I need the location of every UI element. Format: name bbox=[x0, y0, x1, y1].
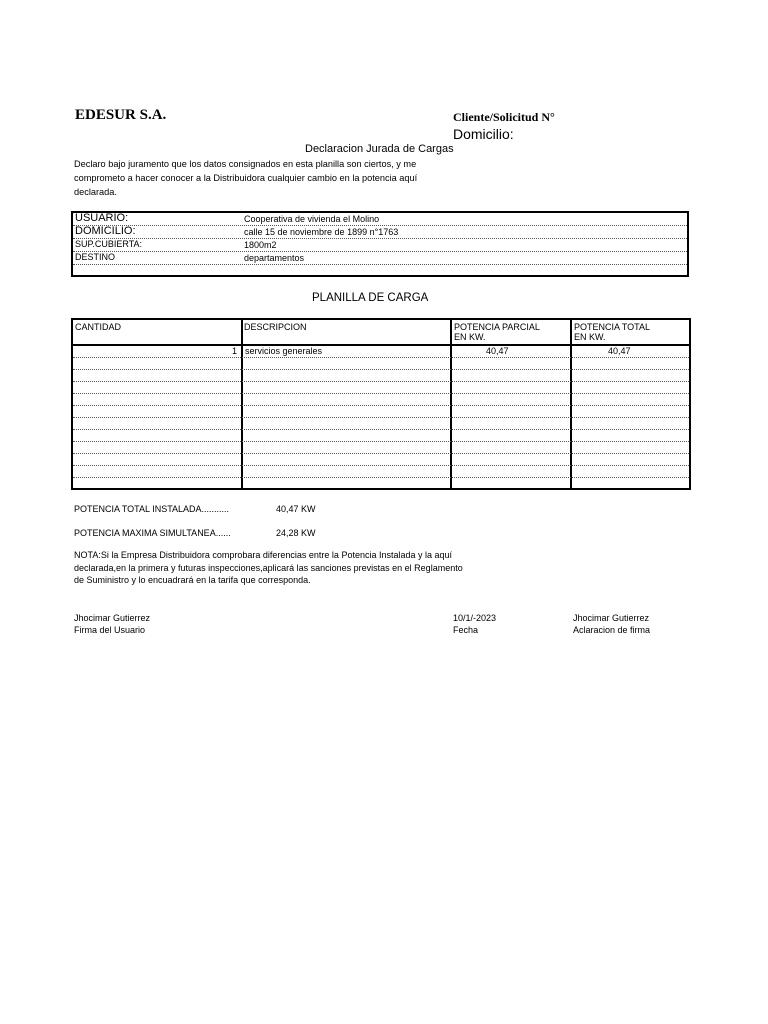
nota-text bbox=[74, 549, 504, 587]
nota-line-1: NOTA:Si la Empresa Distribuidora comprobara diferencias entre la Potencia Instalada y la aquí bbox=[74, 550, 453, 560]
table-row-line bbox=[73, 417, 689, 418]
destino-label: DESTINO bbox=[75, 252, 116, 262]
table-row-line bbox=[73, 381, 689, 382]
table-row-line bbox=[73, 477, 689, 478]
fecha-caption: Fecha bbox=[453, 625, 479, 635]
declaracion-text bbox=[74, 157, 494, 199]
row-cantidad: 1 bbox=[231, 346, 237, 356]
declaracion-line-1: Declaro bajo juramento que los datos consignados en esta planilla son ciertos, y me bbox=[74, 159, 417, 169]
user-info-row-domicilio bbox=[73, 226, 687, 239]
declaracion-title: Declaracion Jurada de Cargas bbox=[305, 143, 454, 155]
firma-usuario-caption: Firma del Usuario bbox=[74, 625, 146, 635]
row-potencia-parcial: 40,47 bbox=[486, 346, 509, 356]
table-row-line bbox=[73, 369, 689, 370]
sup-cubierta-value: 1800m2 bbox=[244, 240, 277, 250]
user-info-row-usuario bbox=[73, 213, 687, 226]
nota-line-3: de Suministro y lo encuadrará en la tarifa que corresponda. bbox=[74, 575, 311, 585]
usuario-label: USUARIO: bbox=[75, 212, 129, 224]
planilla-title: PLANILLA DE CARGA bbox=[312, 292, 429, 304]
aclaracion-caption: Aclaracion de firma bbox=[573, 625, 651, 635]
table-row-line bbox=[73, 393, 689, 394]
user-info-row-empty bbox=[73, 265, 687, 278]
usuario-value: Cooperativa de vivienda el Molino bbox=[244, 214, 380, 224]
potencia-maxima-label: POTENCIA MAXIMA SIMULTANEA...... bbox=[74, 528, 231, 538]
header-potencia-parcial bbox=[454, 322, 540, 342]
table-row-line bbox=[73, 441, 689, 442]
header-potencia-total-line-1: POTENCIA TOTAL bbox=[574, 322, 651, 332]
header-cantidad: CANTIDAD bbox=[75, 322, 122, 332]
header-potencia-parcial-line-2: EN KW. bbox=[454, 332, 486, 342]
load-table bbox=[71, 318, 691, 490]
destino-value: departamentos bbox=[244, 253, 305, 263]
domicilio-value: calle 15 de noviembre de 1899 n°1763 bbox=[244, 227, 399, 237]
user-info-box bbox=[71, 211, 689, 277]
declaracion-line-2: comprometo a hacer conocer a la Distribuidora cualquier cambio en la potencia aquí bbox=[74, 173, 418, 183]
table-row-line bbox=[73, 405, 689, 406]
domicilio-label: Domicilio: bbox=[453, 126, 514, 142]
header-separator bbox=[73, 344, 689, 346]
header-potencia-total bbox=[574, 322, 650, 342]
user-info-row-destino bbox=[73, 252, 687, 265]
row-potencia-total: 40,47 bbox=[608, 346, 631, 356]
nota-line-2: declarada,en la primera y futuras inspecciones,aplicará las sanciones previstas en el Reglamento bbox=[74, 562, 463, 573]
table-row-line bbox=[73, 357, 689, 358]
header-potencia-parcial-line-1: POTENCIA PARCIAL bbox=[454, 322, 540, 332]
potencia-maxima-value: 24,28 KW bbox=[276, 528, 316, 538]
potencia-total-value: 40,47 KW bbox=[276, 504, 316, 514]
table-row-line bbox=[73, 465, 689, 466]
declaracion-line-3: declarada. bbox=[74, 187, 117, 197]
header-descripcion: DESCRIPCION bbox=[244, 322, 307, 332]
row-descripcion: servicios generales bbox=[245, 346, 323, 356]
fecha-value: 10/1/-2023 bbox=[453, 613, 497, 623]
company-name: EDESUR S.A. bbox=[75, 107, 167, 123]
table-row-line bbox=[73, 453, 689, 454]
table-row-line bbox=[73, 429, 689, 430]
fecha-block bbox=[453, 612, 496, 636]
aclaracion-block bbox=[573, 612, 650, 636]
domicilio-field-label: DOMICILIO: bbox=[75, 225, 136, 237]
header-potencia-total-line-2: EN KW. bbox=[574, 332, 606, 342]
sup-cubierta-label: SUP.CUBIERTA: bbox=[75, 239, 143, 249]
firma-usuario-name: Jhocimar Gutierrez bbox=[74, 613, 151, 623]
potencia-total-label: POTENCIA TOTAL INSTALADA........... bbox=[74, 504, 230, 514]
user-info-row-sup-cubierta bbox=[73, 239, 687, 252]
firma-usuario-block bbox=[74, 612, 150, 636]
aclaracion-name: Jhocimar Gutierrez bbox=[573, 613, 650, 623]
cliente-solicitud-label: Cliente/Solicitud N° bbox=[453, 110, 555, 124]
